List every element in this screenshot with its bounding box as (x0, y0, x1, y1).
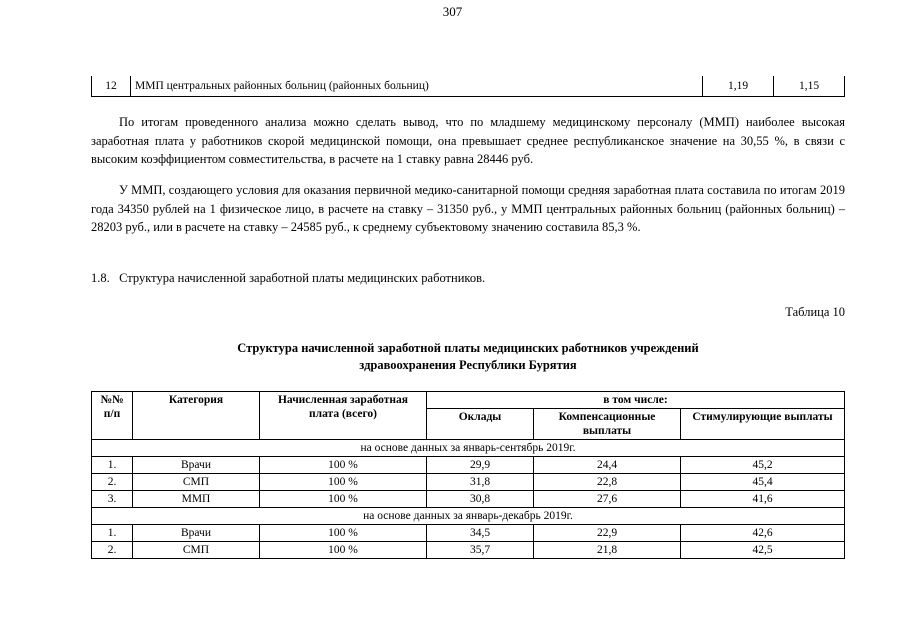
cell-salary: 35,7 (427, 542, 534, 559)
cell-stimulating: 42,6 (681, 525, 845, 542)
cell-num: 2. (92, 474, 133, 491)
section-number: 1.8. (91, 271, 110, 285)
header-stimulating: Стимулирующие выплаты (681, 409, 845, 440)
cell-compensation: 21,8 (534, 542, 681, 559)
cell-compensation: 22,9 (534, 525, 681, 542)
cell-compensation: 24,4 (534, 457, 681, 474)
cell-total: 100 % (260, 525, 427, 542)
cell-salary: 30,8 (427, 491, 534, 508)
cell-total: 100 % (260, 542, 427, 559)
row-value-cell: 1,15 (774, 76, 845, 97)
cell-stimulating: 42,5 (681, 542, 845, 559)
table-row (92, 542, 845, 559)
cell-salary: 34,5 (427, 525, 534, 542)
row-value-cell: 1,19 (703, 76, 774, 97)
header-compensation: Компенсационные выплаты (534, 409, 681, 440)
table-title-line-2: здравоохранения Республики Бурятия (359, 358, 577, 372)
cell-compensation: 22,8 (534, 474, 681, 491)
previous-table-fragment (91, 76, 845, 97)
cell-compensation: 27,6 (534, 491, 681, 508)
header-category: Категория (133, 392, 260, 440)
cell-category: Врачи (133, 525, 260, 542)
paragraph-1 (91, 113, 845, 169)
header-row (92, 392, 845, 409)
cell-total: 100 % (260, 457, 427, 474)
cell-salary: 31,8 (427, 474, 534, 491)
row-label-cell: ММП центральных районных больниц (районных больниц) (131, 76, 703, 97)
section-title: Структура начисленной заработной платы медицинских работников. (119, 271, 486, 285)
cell-category: СМП (133, 542, 260, 559)
section-title-cell: на основе данных за январь-сентябрь 2019г. (92, 440, 845, 457)
table-label: Таблица 10 (785, 305, 845, 319)
section-row (92, 508, 845, 525)
header-num: №№ п/п (92, 392, 133, 440)
cell-category: СМП (133, 474, 260, 491)
paragraph-2 (91, 181, 845, 237)
paragraph-2-text: У ММП, создающего условия для оказания первичной медико-санитарной помощи средняя заработная плата составила по итогам 2019 года 34350 рублей на 1 физическое лицо, в расчете на ставку – 31350 руб., у ММП центральных районных больниц (районных больниц) – 28203 руб., или в расчете на ставку – 24585 руб., к среднему субъектовому значению составила 85,3 %. (91, 183, 845, 234)
cell-salary: 29,9 (427, 457, 534, 474)
salary-structure-table (91, 391, 845, 559)
section-title-cell: на основе данных за январь-декабрь 2019г. (92, 508, 845, 525)
page-number: 307 (442, 4, 463, 19)
cell-num: 2. (92, 542, 133, 559)
table-row (92, 525, 845, 542)
table-row (92, 76, 845, 97)
row-number-cell: 12 (92, 76, 131, 97)
cell-stimulating: 45,4 (681, 474, 845, 491)
header-including: в том числе: (427, 392, 845, 409)
table-title-line-1: Структура начисленной заработной платы медицинских работников учреждений (237, 341, 699, 355)
table-title (91, 340, 845, 374)
cell-num: 3. (92, 491, 133, 508)
header-total: Начисленная заработная плата (всего) (260, 392, 427, 440)
cell-total: 100 % (260, 491, 427, 508)
section-row (92, 440, 845, 457)
table-row (92, 491, 845, 508)
cell-total: 100 % (260, 474, 427, 491)
table-row (92, 457, 845, 474)
cell-num: 1. (92, 525, 133, 542)
cell-stimulating: 41,6 (681, 491, 845, 508)
table-row (92, 474, 845, 491)
cell-category: ММП (133, 491, 260, 508)
paragraph-1-text: По итогам проведенного анализа можно сделать вывод, что по младшему медицинскому персоналу (ММП) наиболее высокая заработная плата у работников скорой медицинской помощи, она превышает среднее республиканское значение на 30,55 %, в связи с высоким коэффициентом совместительства, в расчете на 1 ставку равна 28446 руб. (91, 115, 845, 166)
header-salary: Оклады (427, 409, 534, 440)
cell-stimulating: 45,2 (681, 457, 845, 474)
cell-category: Врачи (133, 457, 260, 474)
cell-num: 1. (92, 457, 133, 474)
section-heading (91, 271, 485, 286)
